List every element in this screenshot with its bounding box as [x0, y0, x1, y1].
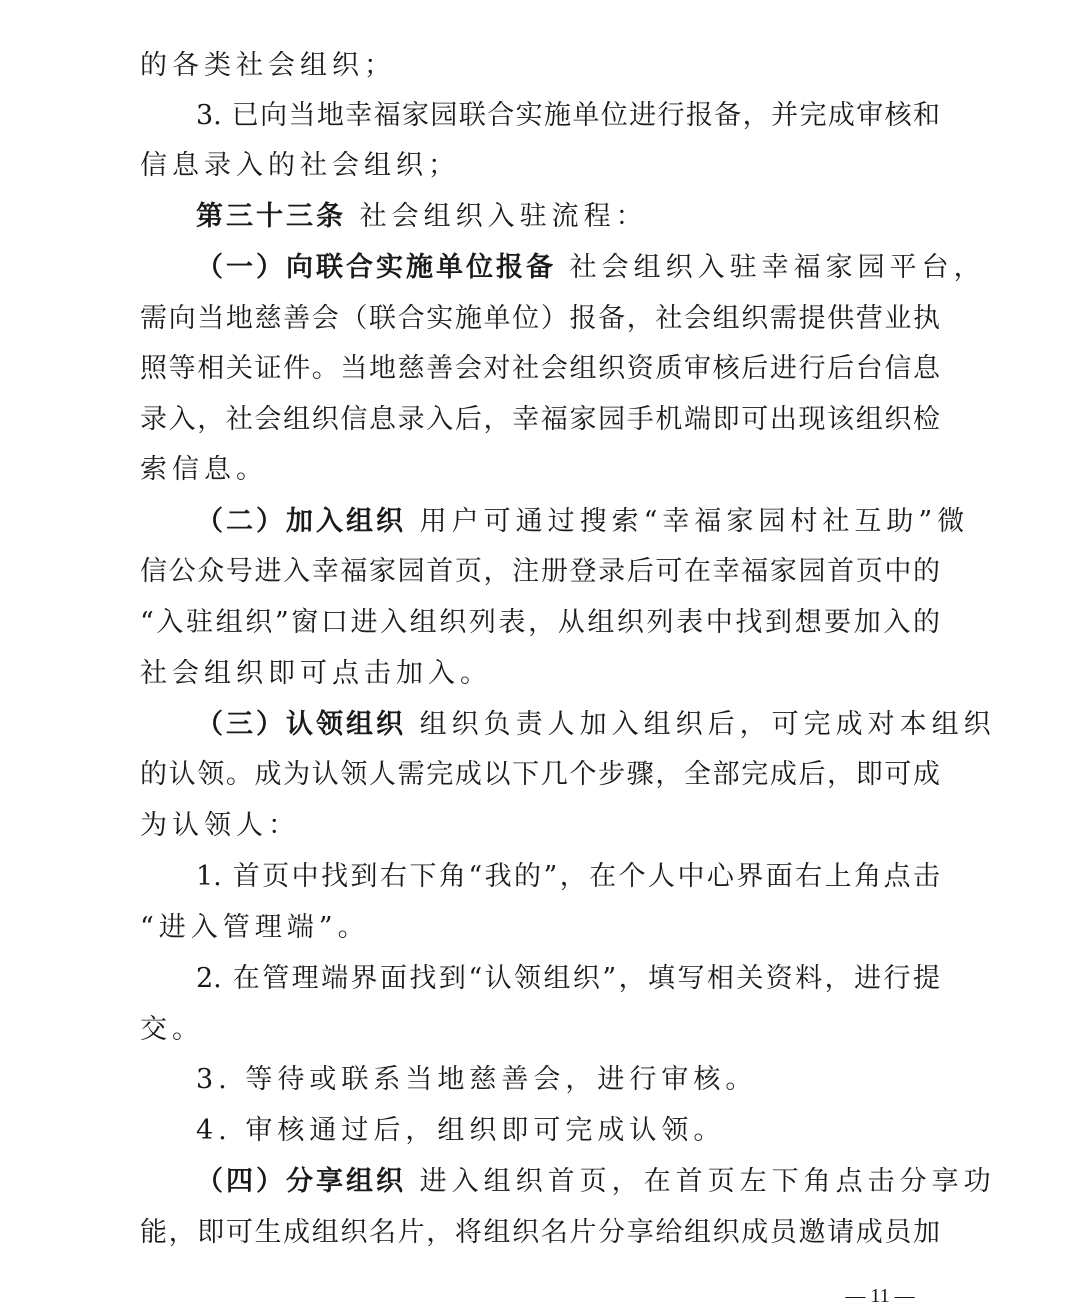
text-line: 的各类社会组织； [140, 50, 396, 81]
text-line: 3. 已向当地幸福家园联合实施单位进行报备，并完成审核和 [196, 100, 940, 131]
text-line: 需向当地慈善会（联合实施单位）报备，社会组织需提供营业执 [140, 303, 940, 334]
text-line: 社会组织即可点击加入。 [140, 658, 492, 689]
text-line: 为认领人： [140, 810, 300, 841]
article-heading-33 [196, 192, 940, 242]
section-heading: （二）加入组织 [196, 506, 406, 537]
section-2-line [196, 497, 970, 547]
text-line: 能，即可生成组织名片，将组织名片分享给组织成员邀请成员加 [140, 1217, 940, 1248]
article-title: 社会组织入驻流程： [346, 201, 648, 232]
section-heading: （一）向联合实施单位报备 [196, 252, 556, 283]
section-3-line [196, 700, 996, 750]
section-heading: （四）分享组织 [196, 1166, 406, 1197]
text-line: 4. 审核通过后，组织即可完成认领。 [196, 1115, 726, 1146]
text-line: 照等相关证件。当地慈善会对社会组织资质审核后进行后台信息 [140, 353, 940, 384]
text-line: 录入，社会组织信息录入后，幸福家园手机端即可出现该组织检 [140, 404, 940, 435]
text-line: “入驻组织”窗口进入组织列表，从组织列表中找到想要加入的 [140, 607, 940, 638]
article-number: 第三十三条 [196, 201, 346, 232]
section-1-line [196, 243, 986, 293]
text-line: 索信息。 [140, 454, 268, 485]
text-line: 信公众号进入幸福家园首页，注册登录后可在幸福家园首页中的 [140, 556, 940, 587]
text-line: 交。 [140, 1014, 204, 1045]
text-line: 信息录入的社会组织； [140, 150, 460, 181]
page-number: — 11 — [845, 1285, 915, 1307]
section-text: 组织负责人加入组织后，可完成对本组织 [406, 709, 996, 740]
text-line: “进入管理端”。 [140, 912, 370, 943]
text-line: 2. 在管理端界面找到“认领组织”，填写相关资料，进行提 [196, 963, 940, 994]
text-line: 1. 首页中找到右下角“我的”，在个人中心界面右上角点击 [196, 861, 940, 892]
section-text: 进入组织首页，在首页左下角点击分享功 [406, 1166, 996, 1197]
text-line: 3. 等待或联系当地慈善会，进行审核。 [196, 1064, 758, 1095]
text-line: 的认领。成为认领人需完成以下几个步骤，全部完成后，即可成 [140, 759, 940, 790]
section-4-line [196, 1157, 996, 1207]
section-heading: （三）认领组织 [196, 709, 406, 740]
section-text: 社会组织入驻幸福家园平台， [556, 252, 986, 283]
section-text: 用户可通过搜索“幸福家园村社互助”微 [406, 506, 970, 537]
